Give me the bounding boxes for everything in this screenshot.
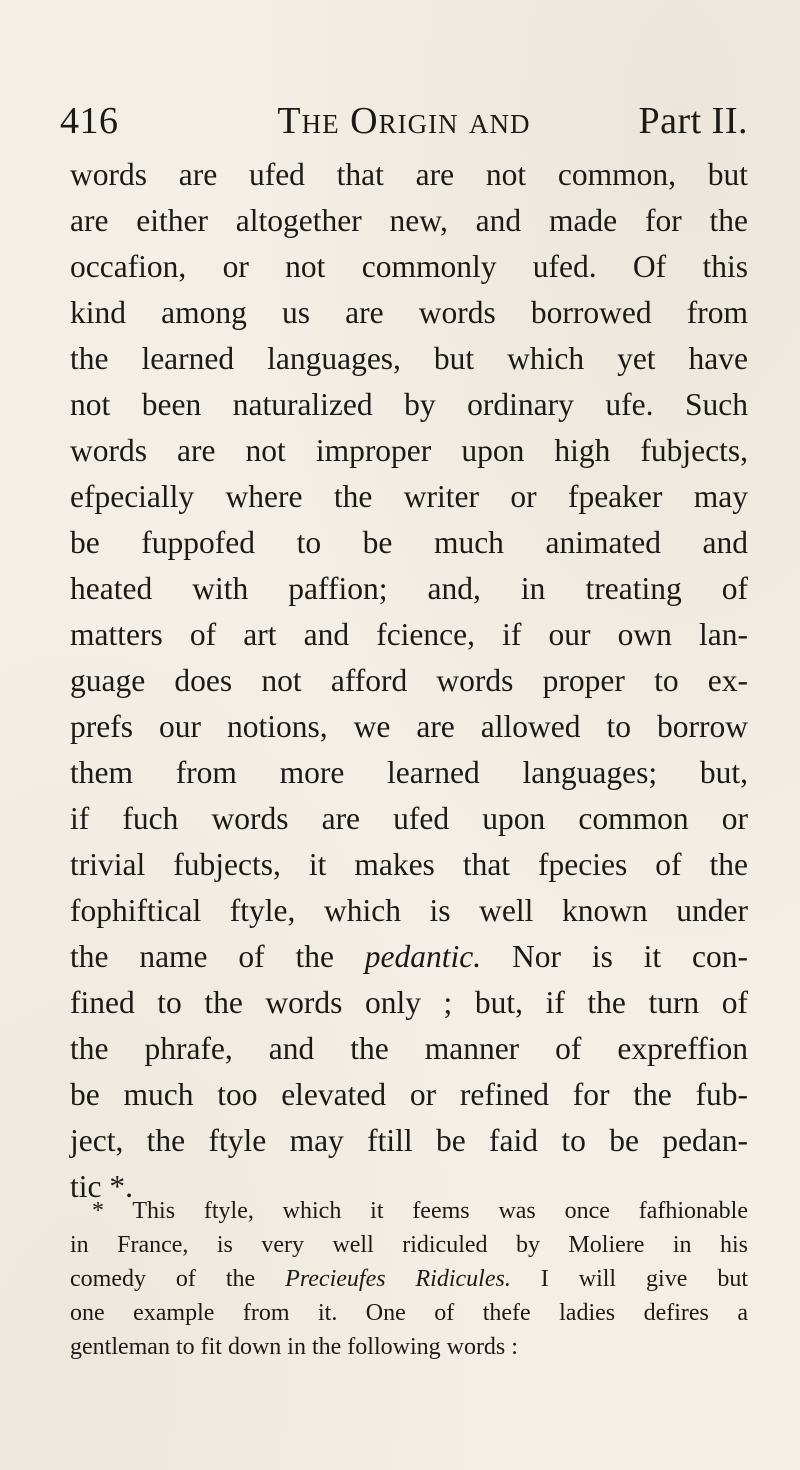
line-text: I will give but (510, 1266, 748, 1292)
footnote-line: * This ftyle, which it feems was once fafhionable (92, 1198, 748, 1224)
body-line: words are not improper upon high fubjects, (70, 433, 748, 468)
footnote-line: one example from it. One of thefe ladies defires a (70, 1300, 748, 1326)
footnote-line: in France, is very well ridiculed by Moliere in his (70, 1232, 748, 1258)
footnote-line: gentleman to fit down in the following words : (70, 1334, 518, 1360)
body-line: if fuch words are ufed upon common or (70, 801, 748, 836)
running-head (60, 96, 748, 146)
body-line: kind among us are words borrowed from (70, 295, 748, 330)
body-line-pedantic (70, 934, 748, 980)
body-line: the phrafe, and the manner of expreffion (70, 1031, 748, 1066)
line-text: comedy of the (70, 1266, 286, 1292)
italic-term: pedantic. (364, 939, 482, 974)
body-line: the learned languages, but which yet have (70, 341, 748, 376)
footnote-line (70, 1262, 748, 1296)
part-label: Part II. (638, 100, 748, 142)
line-text: the name of the (70, 939, 365, 974)
footnote (70, 1194, 748, 1364)
body-line: guage does not afford words proper to ex- (70, 663, 748, 698)
running-title: The Origin and (277, 100, 531, 142)
body-line: efpecially where the writer or fpeaker may (70, 479, 748, 514)
body-line: be much too elevated or refined for the fub- (70, 1077, 748, 1112)
italic-title: Precieufes Ridicules. (285, 1266, 511, 1292)
body-line: matters of art and fcience, if our own lan- (70, 617, 748, 652)
body-line: fined to the words only ; but, if the turn of (70, 985, 748, 1020)
page-number: 416 (60, 100, 119, 142)
body-line: trivial fubjects, it makes that fpecies of the (70, 847, 748, 882)
body-line: ject, the ftyle may ftill be faid to be pedan- (70, 1123, 748, 1158)
body-line: are either altogether new, and made for the (70, 203, 748, 238)
body-line: fophiftical ftyle, which is well known under (70, 893, 748, 928)
body-line: prefs our notions, we are allowed to borrow (70, 709, 748, 744)
body-line: them from more learned languages; but, (70, 755, 748, 790)
body-line: tic *. (70, 1169, 133, 1204)
body-line: words are ufed that are not common, but (70, 157, 748, 192)
line-text: Nor is it con- (481, 939, 748, 974)
body-line: heated with paffion; and, in treating of (70, 571, 748, 606)
body-line: not been naturalized by ordinary ufe. Such (70, 387, 748, 422)
body-text (70, 152, 748, 1210)
body-line: occafion, or not commonly ufed. Of this (70, 249, 748, 284)
body-line: be fuppofed to be much animated and (70, 525, 748, 560)
